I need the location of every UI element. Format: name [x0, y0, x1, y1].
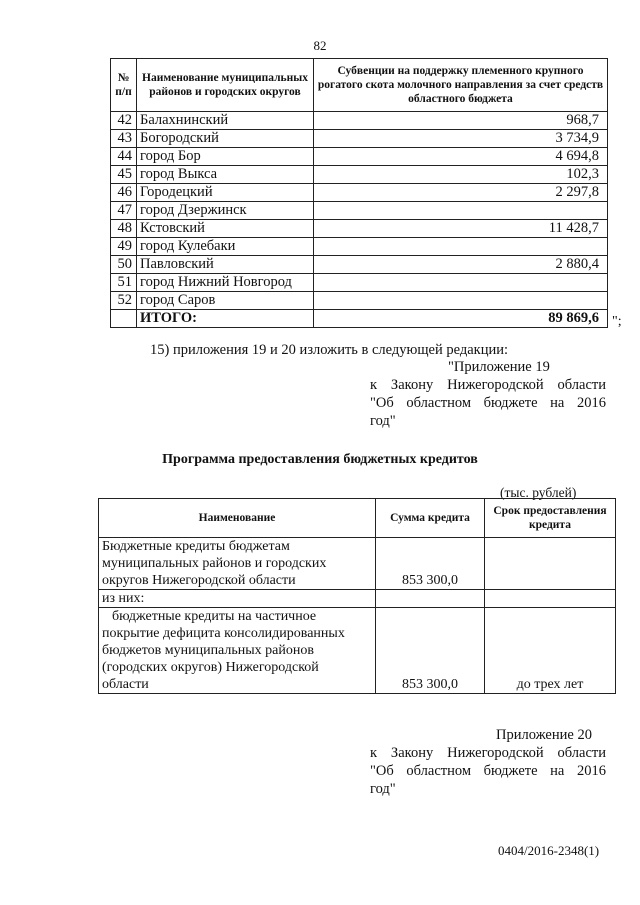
credit-row-line: области: [102, 677, 149, 692]
row-name: город Выкса: [137, 166, 314, 184]
credit-row-amount: 853 300,0: [376, 608, 485, 694]
table-row: [99, 608, 616, 694]
row-name: Кстовский: [137, 220, 314, 238]
row-name: Балахнинский: [137, 112, 314, 130]
table-row: [111, 220, 608, 238]
row-number: 44: [111, 148, 137, 166]
row-value: [314, 238, 608, 256]
credit-subheading: из них:: [99, 590, 376, 608]
table-row: [111, 112, 608, 130]
row-value: 11 428,7: [314, 220, 608, 238]
header-subsidy: Субвенции на поддержку племенного крупного рогатого скота молочного направления за счет средств областного бюджета: [314, 59, 608, 112]
row-number: 46: [111, 184, 137, 202]
row-name: Павловский: [137, 256, 314, 274]
subsidy-table: [110, 58, 608, 328]
row-number: 52: [111, 292, 137, 310]
row-value: [314, 292, 608, 310]
row-value: [314, 274, 608, 292]
credit-row-term: до трех лет: [485, 608, 616, 694]
credit-row-name: [99, 538, 376, 590]
credit-row-line: бюджетов муниципальных районов: [102, 643, 314, 658]
credit-table-header: [99, 499, 616, 538]
table-row: [111, 292, 608, 310]
total-value: 89 869,6: [314, 310, 608, 328]
appendix20-year: год": [370, 781, 396, 797]
credit-row-line: бюджетные кредиты на частичное: [112, 609, 317, 624]
row-number: 47: [111, 202, 137, 220]
row-number: 42: [111, 112, 137, 130]
header-credit-term: Срок предоставления кредита: [485, 499, 616, 538]
table-row: [111, 256, 608, 274]
row-name: Городецкий: [137, 184, 314, 202]
row-value: 968,7: [314, 112, 608, 130]
credit-row-name: [99, 608, 376, 694]
appendix20-law: к Закону Нижегородской области: [370, 745, 606, 761]
credit-row-line: (городских округов) Нижегородской: [102, 660, 319, 675]
total-num-cell: [111, 310, 137, 328]
page-number: 82: [313, 38, 327, 53]
table-row: [111, 202, 608, 220]
appendix19-budget: "Об областном бюджете на 2016: [370, 395, 606, 411]
appendix19-title: "Приложение 19: [448, 359, 550, 375]
row-value: 4 694,8: [314, 148, 608, 166]
credit-row-line: Бюджетные кредиты бюджетам: [102, 539, 290, 554]
credit-row-line: округов Нижегородской области: [102, 573, 296, 588]
credit-row-term: [485, 538, 616, 590]
units-label: (тыс. рублей): [500, 485, 577, 500]
total-label: ИТОГО:: [137, 310, 314, 328]
table-closing-quote: ";: [612, 314, 622, 329]
row-number: 43: [111, 130, 137, 148]
program-title: Программа предоставления бюджетных кредитов: [162, 452, 478, 467]
credit-row-amount: 853 300,0: [376, 538, 485, 590]
appendix20-budget: "Об областном бюджете на 2016: [370, 763, 606, 779]
table-row: [111, 274, 608, 292]
row-name: город Кулебаки: [137, 238, 314, 256]
credit-row-line: муниципальных районов и городских: [102, 556, 327, 571]
row-name: город Бор: [137, 148, 314, 166]
subsidy-table-header: [111, 59, 608, 112]
row-value: 2 297,8: [314, 184, 608, 202]
table-row: [99, 538, 616, 590]
row-number: 48: [111, 220, 137, 238]
credit-table: [98, 498, 616, 694]
header-credit-amount: Сумма кредита: [376, 499, 485, 538]
empty-cell: [376, 590, 485, 608]
table-row: [111, 238, 608, 256]
row-name: город Саров: [137, 292, 314, 310]
credit-row-line: покрытие дефицита консолидированных: [102, 626, 345, 641]
item-15-text: 15) приложения 19 и 20 изложить в следующей редакции:: [150, 342, 509, 358]
appendix19-year: год": [370, 413, 396, 429]
footer-code: 0404/2016-2348(1): [498, 843, 600, 858]
row-name: город Нижний Новгород: [137, 274, 314, 292]
row-number: 51: [111, 274, 137, 292]
table-row: [99, 590, 616, 608]
row-name: Богородский: [137, 130, 314, 148]
table-row: [111, 148, 608, 166]
appendix20-title: Приложение 20: [496, 727, 592, 743]
empty-cell: [485, 590, 616, 608]
row-name: город Дзержинск: [137, 202, 314, 220]
header-credit-name: Наименование: [99, 499, 376, 538]
appendix19-law: к Закону Нижегородской области: [370, 377, 606, 393]
table-row: [111, 184, 608, 202]
header-num: № п/п: [111, 59, 137, 112]
header-name: Наименование муниципальных районов и городских округов: [137, 59, 314, 112]
row-value: 2 880,4: [314, 256, 608, 274]
total-row: [111, 310, 608, 328]
row-value: [314, 202, 608, 220]
table-row: [111, 130, 608, 148]
row-value: 102,3: [314, 166, 608, 184]
table-row: [111, 166, 608, 184]
row-number: 50: [111, 256, 137, 274]
row-value: 3 734,9: [314, 130, 608, 148]
row-number: 45: [111, 166, 137, 184]
row-number: 49: [111, 238, 137, 256]
